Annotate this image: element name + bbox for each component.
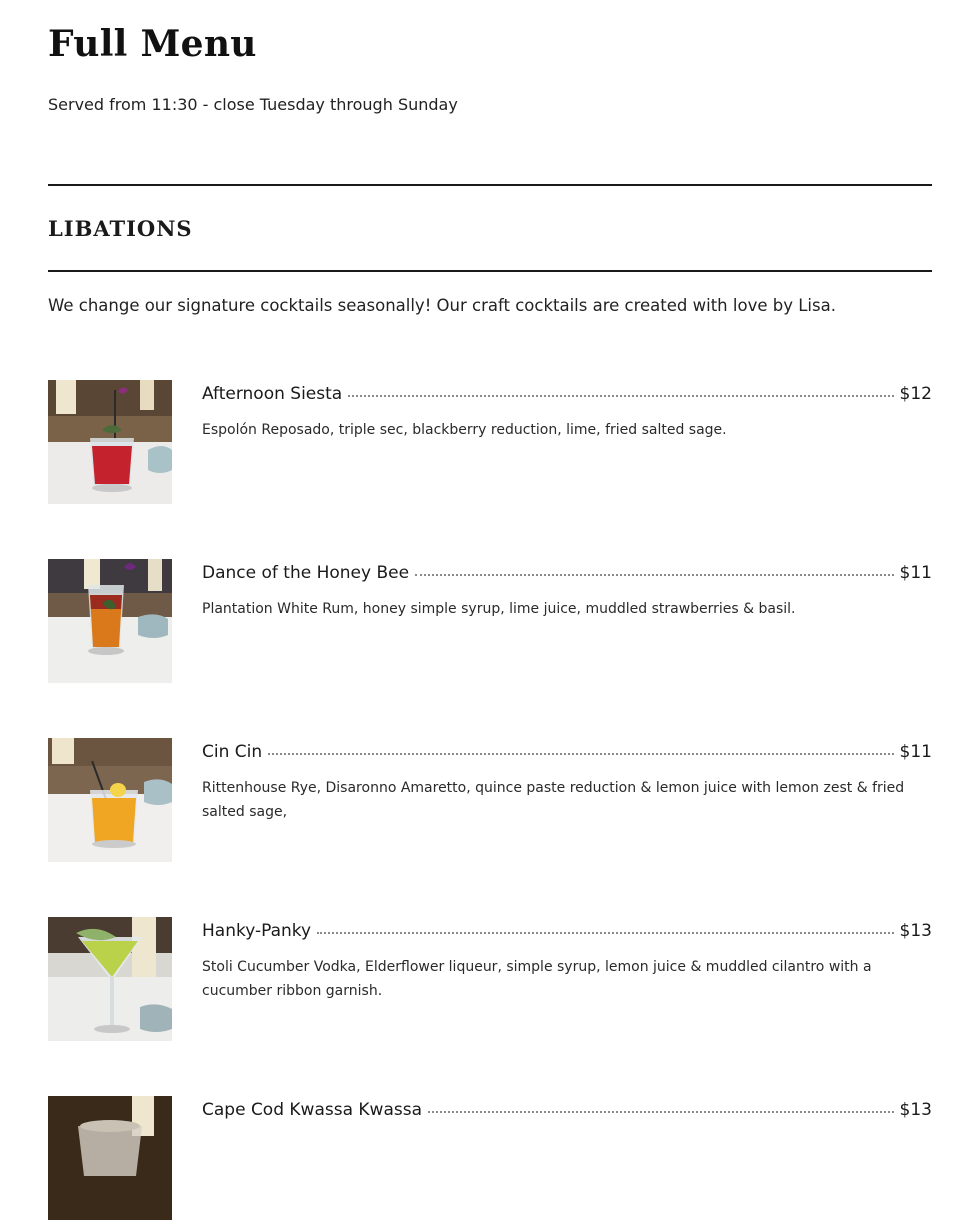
section-divider-bottom	[48, 270, 932, 272]
dotted-leader	[317, 932, 893, 934]
item-price: $13	[899, 1100, 932, 1120]
menu-hours: Served from 11:30 - close Tuesday through Sunday	[48, 95, 458, 114]
menu-item	[48, 380, 932, 504]
item-price: $11	[899, 742, 932, 762]
item-price: $12	[899, 384, 932, 404]
section-description: We change our signature cocktails seasonally! Our craft cocktails are created with love by Lisa.	[48, 296, 836, 315]
menu-item	[48, 1096, 932, 1220]
cocktail-photo	[48, 559, 172, 683]
item-description: Espolón Reposado, triple sec, blackberry reduction, lime, fried salted sage.	[202, 422, 727, 438]
item-price: $11	[899, 563, 932, 583]
cocktail-photo	[48, 380, 172, 504]
dotted-leader	[415, 574, 894, 576]
menu-title: Full Menu	[48, 23, 257, 65]
menu-item	[48, 738, 932, 862]
item-name: Cape Cod Kwassa Kwassa	[202, 1100, 423, 1120]
dotted-leader	[348, 395, 893, 397]
cocktail-photo	[48, 1096, 172, 1220]
item-description: Rittenhouse Rye, Disaronno Amaretto, quince paste reduction & lemon juice with lemon zest & fried salted sage,	[202, 780, 905, 820]
menu-item	[48, 559, 932, 683]
item-description: Plantation White Rum, honey simple syrup, lime juice, muddled strawberries & basil.	[202, 601, 796, 617]
section-title: LIBATIONS	[48, 216, 193, 241]
item-name: Cin Cin	[202, 742, 263, 762]
dotted-leader	[428, 1111, 894, 1113]
item-name: Dance of the Honey Bee	[202, 563, 410, 583]
cocktail-photo	[48, 738, 172, 862]
dotted-leader	[268, 753, 893, 755]
section-divider-top	[48, 184, 932, 186]
item-name: Afternoon Siesta	[202, 384, 343, 404]
menu-item	[48, 917, 932, 1041]
item-description: Stoli Cucumber Vodka, Elderflower liqueur, simple syrup, lemon juice & muddled cilantro with a cucumber ribbon garnish.	[202, 959, 872, 999]
item-name: Hanky-Panky	[202, 921, 312, 941]
item-price: $13	[899, 921, 932, 941]
cocktail-photo	[48, 917, 172, 1041]
